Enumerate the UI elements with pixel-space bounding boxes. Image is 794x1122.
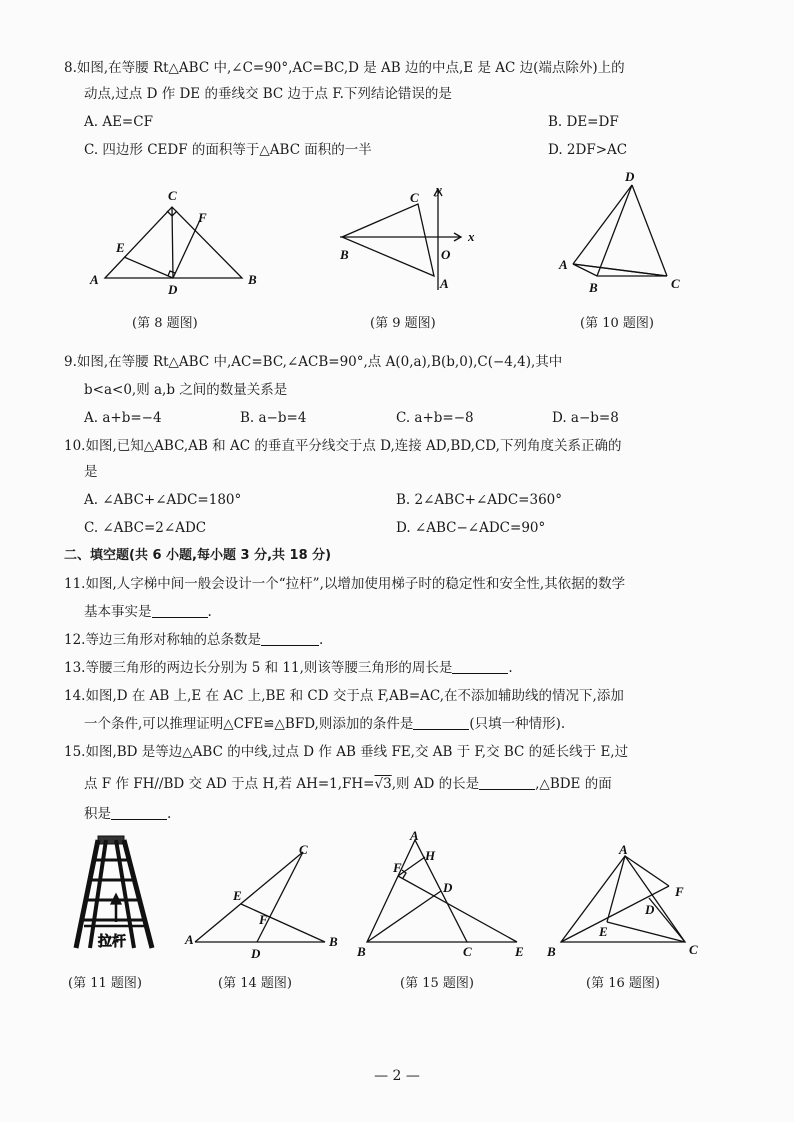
q10-option-c: C. ∠ABC=2∠ADC <box>84 520 207 536</box>
figure-11 <box>70 830 170 960</box>
fig10-label-c: C <box>671 276 680 291</box>
q10-line2: 是 <box>84 464 98 480</box>
q8-option-a: A. AE=CF <box>84 114 153 130</box>
figure-10 <box>555 168 695 298</box>
q13-text: 13.等腰三角形的两边长分别为 5 和 11,则该等腰三角形的周长是 <box>64 660 453 676</box>
fig16-label-a: A <box>619 842 628 857</box>
fig11-ladder-right-legs <box>116 840 152 948</box>
q9-option-a: A. a+b=−4 <box>84 410 162 426</box>
fig16-label-b: B <box>547 944 556 959</box>
fig8-caption: (第 8 题图) <box>132 316 198 331</box>
q15-text-4: 积是 <box>84 806 111 822</box>
q12-end: . <box>318 632 324 648</box>
figure-15 <box>355 826 535 960</box>
q15-answer-blank-1[interactable] <box>479 775 535 790</box>
fig9-label-c: C <box>410 190 419 205</box>
q13-answer-blank[interactable] <box>452 659 508 674</box>
q12-answer-blank[interactable] <box>261 631 319 646</box>
q14-answer-blank[interactable] <box>413 715 469 730</box>
fig8-label-e: E <box>116 240 125 255</box>
q9-line2: b<a<0,则 a,b 之间的数量关系是 <box>84 382 288 398</box>
q15-answer-blank-2[interactable] <box>111 805 167 820</box>
fig10-segment-dc <box>632 185 667 276</box>
fig15-label-d: D <box>443 880 453 895</box>
fig15-segment-bd <box>367 891 441 942</box>
fig8-segment-ed <box>124 257 173 278</box>
figure-14 <box>185 838 345 961</box>
fig16-triangle-abc <box>561 856 685 942</box>
q15-end: . <box>167 806 172 822</box>
fig16-caption: (第 16 题图) <box>586 976 660 991</box>
fig16-segment-ae <box>607 856 625 922</box>
fig16-label-d: D <box>645 902 655 917</box>
q13-line <box>64 658 513 678</box>
fig10-segment-da <box>573 185 632 264</box>
q10-option-b: B. 2∠ABC+∠ADC=360° <box>396 492 563 508</box>
fig9-label-o: O <box>441 247 451 262</box>
fig8-label-f: F <box>198 210 207 225</box>
fig15-label-b: B <box>357 944 366 959</box>
q8-line1: 8.如图,在等腰 Rt△ABC 中,∠C=90°,AC=BC,D 是 AB 边的中点,E 是 AC 边(端点除外)上的 <box>64 60 625 76</box>
figure-9 <box>330 180 490 300</box>
fig11-label: 拉杆 <box>98 934 126 950</box>
q15-text-2: ,则 AD 的长是 <box>391 776 480 792</box>
fig9-caption: (第 9 题图) <box>370 316 436 331</box>
fig8-label-a: A <box>90 272 99 287</box>
q9-option-d: D. a−b=8 <box>552 410 619 426</box>
fig9-label-b: B <box>340 247 349 262</box>
fig9-label-x: x <box>468 229 475 244</box>
fig14-label-c: C <box>299 842 308 857</box>
q9-line1: 9.如图,在等腰 Rt△ABC 中,AC=BC,∠ACB=90°,点 A(0,a),B(b,0),C(−4,4),其中 <box>64 354 563 370</box>
q10-line1: 10.如图,已知△ABC,AB 和 AC 的垂直平分线交于点 D,连接 AD,BD,CD,下列角度关系正确的 <box>64 438 622 454</box>
q14-end: (只填一种情形). <box>469 716 566 732</box>
q8-option-d: D. 2DF>AC <box>548 142 628 158</box>
fig16-segment-dc <box>649 898 685 942</box>
fig8-segment-df <box>173 220 200 278</box>
fig10-segment-db <box>597 185 632 276</box>
q11-end: . <box>207 604 212 620</box>
q11-line1: 11.如图,人字梯中间一般会设计一个“拉杆”,以增加使用梯子时的稳定性和安全性,其依据的数学 <box>64 576 626 592</box>
fig10-label-a: A <box>559 257 568 272</box>
fig10-label-d: D <box>625 169 635 184</box>
fig8-label-d: D <box>168 282 178 297</box>
fig16-label-c: C <box>689 942 698 957</box>
fig14-caption: (第 14 题图) <box>218 976 292 991</box>
q9-option-b: B. a−b=4 <box>240 410 307 426</box>
q11-answer-blank[interactable] <box>152 603 208 618</box>
fig9-triangle-abc <box>342 204 434 276</box>
fig14-segment-ac <box>195 852 303 942</box>
fig15-label-f: F <box>393 860 402 875</box>
fig10-segment-ac <box>573 264 667 276</box>
q15-sqrt3: √3 <box>374 776 392 792</box>
q13-end: . <box>508 660 513 676</box>
fig11-ladder-left-legs <box>76 840 106 948</box>
q14-text: 一个条件,可以推理证明△CFE≌△BFD,则添加的条件是 <box>84 716 414 732</box>
q15-line3 <box>84 804 171 824</box>
fig11-caption: (第 11 题图) <box>68 976 142 991</box>
q12-line <box>64 630 323 650</box>
fig8-label-b: B <box>248 272 257 287</box>
q15-text-3: ,△BDE 的面 <box>535 776 612 792</box>
q11-text: 基本事实是 <box>84 604 152 620</box>
fig9-label-a: A <box>440 276 449 291</box>
fig16-label-e: E <box>599 924 608 939</box>
fig11-ladder-top <box>98 836 124 844</box>
figure-8 <box>80 180 280 300</box>
q8-option-b: B. DE=DF <box>548 114 619 130</box>
fig15-label-c: C <box>463 944 472 959</box>
q10-option-a: A. ∠ABC+∠ADC=180° <box>84 492 242 508</box>
fig10-caption: (第 10 题图) <box>580 316 654 331</box>
q10-option-d: D. ∠ABC−∠ADC=90° <box>396 520 546 536</box>
fig14-label-b: B <box>329 934 338 949</box>
fig15-label-e: E <box>515 944 524 959</box>
fig9-label-y: y <box>436 182 442 197</box>
q15-text-1: 点 F 作 FH//BD 交 AD 于点 H,若 AH=1,FH= <box>84 776 375 792</box>
fig14-label-a: A <box>185 932 194 947</box>
q14-line2 <box>84 714 565 734</box>
q8-line2: 动点,过点 D 作 DE 的垂线交 BC 边于点 F.下列结论错误的是 <box>84 86 452 102</box>
fig14-segment-be <box>241 904 325 942</box>
q8-option-c: C. 四边形 CEDF 的面积等于△ABC 面积的一半 <box>84 142 372 158</box>
page-number: — 2 — <box>374 1068 420 1084</box>
fig14-label-f: F <box>259 912 268 927</box>
q11-line2 <box>84 602 212 622</box>
q15-line2 <box>84 774 612 794</box>
q9-option-c: C. a+b=−8 <box>396 410 474 426</box>
q14-line1: 14.如图,D 在 AB 上,E 在 AC 上,BE 和 CD 交于点 F,AB=AC,在不添加辅助线的情况下,添加 <box>64 688 624 704</box>
section-2-title: 二、填空题(共 6 小题,每小题 3 分,共 18 分) <box>64 548 332 563</box>
q15-line1: 15.如图,BD 是等边△ABC 的中线,过点 D 作 AB 垂线 FE,交 AB 于 F,交 BC 的延长线于 E,过 <box>64 744 629 760</box>
fig8-label-c: C <box>168 188 177 203</box>
fig10-label-b: B <box>589 280 598 295</box>
figure-16 <box>545 842 715 962</box>
fig16-label-f: F <box>675 884 684 899</box>
fig14-label-e: E <box>233 888 242 903</box>
fig8-segment-cd <box>172 207 173 278</box>
q12-text: 12.等边三角形对称轴的总条数是 <box>64 632 261 648</box>
fig15-label-h: H <box>425 848 436 863</box>
fig15-caption: (第 15 题图) <box>400 976 474 991</box>
fig16-segment-af <box>625 856 669 886</box>
fig15-label-a: A <box>410 828 419 843</box>
fig14-label-d: D <box>251 946 261 961</box>
